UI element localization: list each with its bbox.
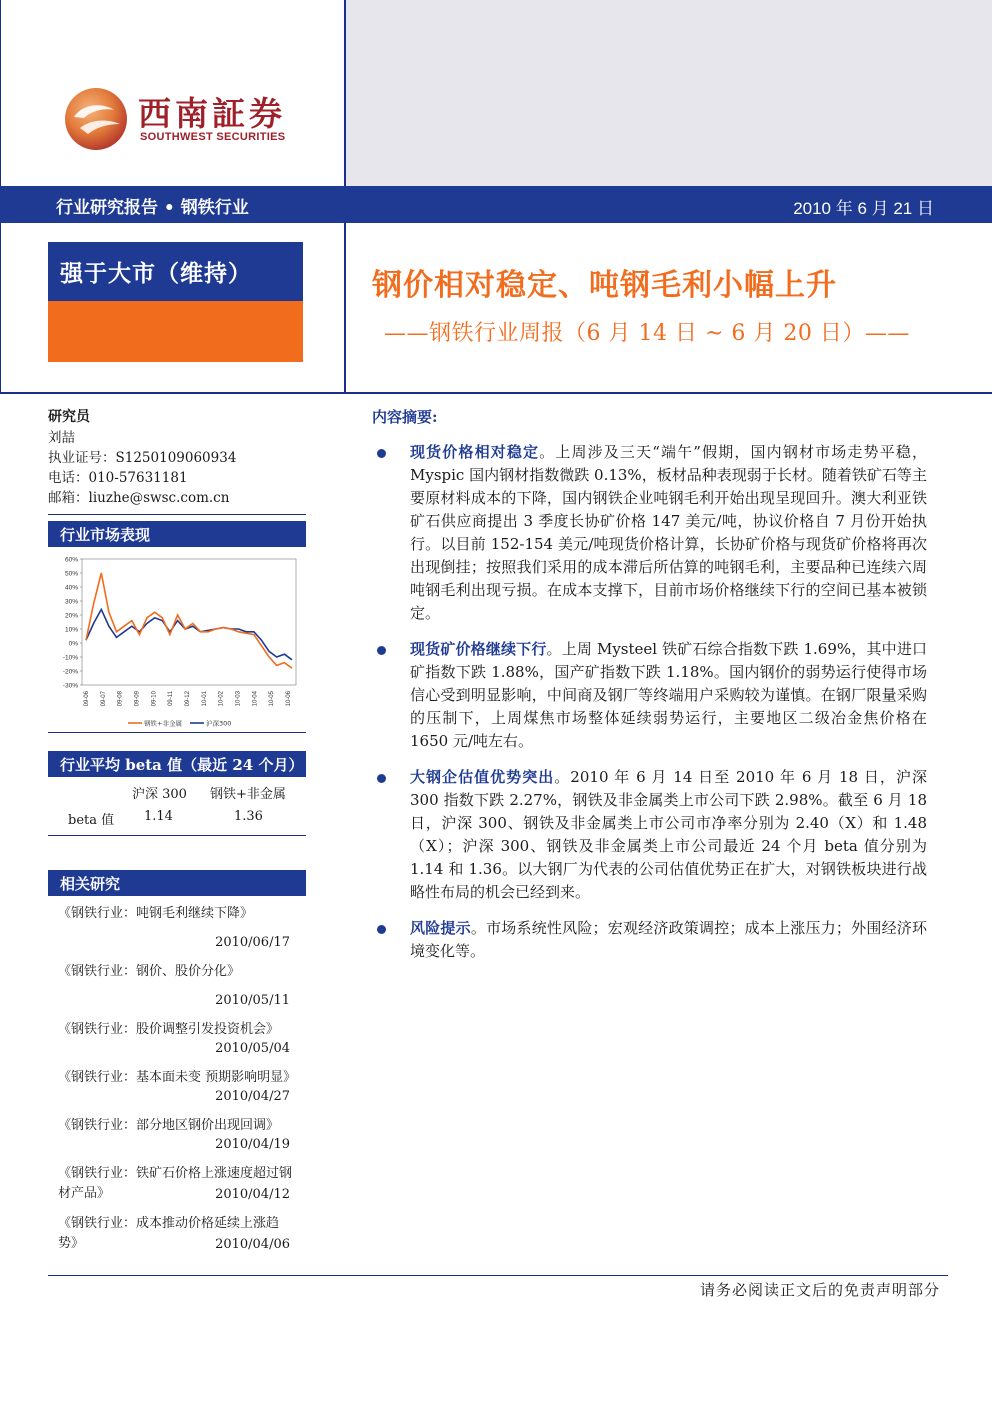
researcher-heading: 研究员 — [48, 409, 90, 425]
beta-value-row — [48, 803, 306, 829]
researcher-license: 执业证号：S1250109060934 — [48, 450, 237, 466]
legend-label: 钢铁+非金属 — [144, 719, 182, 728]
x-tick-label: 10-05 — [269, 691, 276, 707]
y-tick-label: 20% — [64, 612, 78, 620]
x-tick-label: 10-06 — [286, 691, 292, 707]
x-tick-label: 09-07 — [100, 691, 107, 707]
bullet-text: 。上周涉及三天“端午”假期，国内钢材市场走势平稳，Myspic 国内钢材指数微跌 0.13%，板材品种表现弱于长材。随着铁矿石等主要原材料成本的下降，国内钢铁企业吨钢毛利开始出现呈现回升。澳大利亚铁矿石供应商提出 3 季度长协矿价格 147 美元/吨，协议价格自 7 月份开始执行。以目前 152-154 美元/吨现货价格计算，长协矿价格与现货矿价格将再次出现倒挂；按照我们采用的成本滞后所估算的吨钢毛利，主要品种已连续六周吨钢毛利出现亏损。在成本支撑下，目前市场价格继续下行的空间已基本被锁定。 — [410, 443, 927, 622]
related-item[interactable] — [58, 1164, 298, 1204]
bullet-lead: 风险提示 — [410, 919, 471, 937]
x-tick-label: 09-06 — [84, 691, 90, 707]
x-tick-label: 09-09 — [134, 691, 141, 707]
bullet-lead: 大钢企估值优势突出 — [410, 768, 555, 786]
beta-value-steel: 1.36 — [234, 809, 263, 824]
abstract-bullet — [372, 917, 927, 963]
y-tick-label: 40% — [64, 584, 78, 592]
related-item-title: 《钢铁行业：钢价、股价分化》 — [58, 964, 241, 979]
x-tick-label: 09-08 — [117, 691, 124, 707]
related-research-list — [48, 896, 306, 1254]
x-tick-label: 09-10 — [151, 691, 158, 707]
logo-emblem-icon — [62, 84, 132, 154]
bullet-lead: 现货价格相对稳定 — [410, 443, 540, 461]
x-tick-label: 10-04 — [252, 691, 259, 707]
related-item-title: 《钢铁行业：成本推动价格延续上涨趋势》 — [58, 1216, 280, 1251]
related-item[interactable] — [58, 904, 298, 952]
beta-col-hs300: 沪深 300 — [132, 787, 187, 802]
related-item-date: 2010/04/19 — [215, 1137, 290, 1152]
market-chart — [48, 547, 306, 733]
researcher-name: 刘喆 — [48, 430, 75, 446]
bullet-text: 。2010 年 6 月 14 日至 2010 年 6 月 18 日，沪深 300 指数下跌 2.27%，钢铁及非金属类上市公司下跌 2.98%。截至 6 月 18 日，沪深 300、钢铁及非金属类上市公司市净率分别为 2.40（X）和 1.48（X）；沪深 300、钢铁及非金属类上市公司最近 24 个月 beta 值分别为 1.14 和 1.36。以大钢厂为代表的公司估值优势正在扩大，对钢铁板块进行战略性布局的机会已经到来。 — [410, 768, 927, 901]
report-date: 2010 年 6 月 21 日 — [793, 199, 934, 218]
x-tick-label: 10-01 — [201, 691, 208, 707]
y-tick-label: -20% — [62, 668, 78, 676]
report-header-bar — [0, 186, 992, 223]
related-item-title: 《钢铁行业：基本面未变 预期影响明显》 — [58, 1070, 297, 1085]
related-item-date: 2010/04/06 — [215, 1237, 290, 1252]
researcher-email[interactable]: 邮箱：liuzhe@swsc.com.cn — [48, 490, 230, 506]
bullet-text: 。上周 Mysteel 铁矿石综合指数下跌 1.69%，其中进口矿指数下跌 1.88%，国产矿指数下跌 1.18%。国内钢价的弱势运行使得市场信心受到明显影响，中间商及钢厂等终端用户采购较为谨慎。在钢厂限量采购的压制下，上周煤焦市场整体延续弱势运行，主要地区二级冶金焦价格在 1650 元/吨左右。 — [410, 640, 927, 750]
plot-frame — [82, 559, 296, 685]
y-tick-label: 30% — [64, 598, 78, 606]
beta-value-hs300: 1.14 — [144, 809, 173, 824]
abstract-bullet — [372, 441, 927, 625]
related-item-title: 《钢铁行业：铁矿石价格上涨速度超过钢材产品》 — [58, 1166, 293, 1201]
bullet-dot-icon — [377, 774, 386, 783]
related-item-date: 2010/04/12 — [215, 1187, 290, 1202]
y-tick-label: 50% — [64, 570, 78, 578]
divider — [48, 514, 306, 515]
beta-heading: 行业平均 beta 值（最近 24 个月） — [48, 751, 306, 777]
related-item-title: 《钢铁行业：部分地区钢价出现回调》 — [58, 1118, 280, 1133]
footer-divider — [48, 1275, 948, 1276]
beta-header-row — [48, 777, 306, 803]
y-tick-label: 60% — [64, 556, 78, 564]
related-item[interactable] — [58, 1214, 298, 1254]
logo-english-text: SOUTHWEST SECURITIES — [140, 131, 286, 143]
logo-chinese-text: 西南証券 — [138, 94, 286, 133]
related-item-title: 《钢铁行业：吨钢毛利继续下降》 — [58, 906, 254, 921]
x-tick-label: 09-11 — [168, 691, 175, 706]
beta-table — [48, 777, 306, 836]
related-item-date: 2010/06/17 — [215, 935, 290, 950]
related-item[interactable] — [58, 962, 298, 1010]
bullet-dot-icon — [377, 925, 386, 934]
related-item-date: 2010/05/04 — [215, 1041, 290, 1056]
abstract-heading: 内容摘要: — [372, 408, 438, 426]
related-item-title: 《钢铁行业：股价调整引发投资机会》 — [58, 1022, 280, 1037]
related-item[interactable] — [58, 1020, 298, 1058]
series-line — [86, 573, 292, 668]
related-item[interactable] — [58, 1068, 298, 1106]
section-divider — [0, 392, 992, 394]
market-chart-svg — [48, 547, 306, 733]
abstract-bullet — [372, 766, 927, 904]
legend-label: 沪深300 — [206, 719, 232, 728]
series-line — [86, 609, 292, 659]
rating-accent-block — [48, 301, 303, 362]
x-tick-label: 10-03 — [235, 691, 242, 707]
page-subtitle: ——钢铁行业周报（6 月 14 日 ~ 6 月 20 日）—— — [384, 321, 910, 346]
company-logo — [62, 84, 302, 154]
y-tick-label: -30% — [62, 682, 78, 690]
rating-box — [48, 242, 303, 362]
x-tick-label: 09-12 — [185, 691, 191, 707]
bullet-lead: 现货矿价格继续下行 — [410, 640, 547, 658]
related-item-date: 2010/04/27 — [215, 1089, 290, 1104]
y-tick-label: 10% — [64, 626, 78, 634]
main-content — [372, 406, 927, 976]
y-tick-label: -10% — [62, 654, 78, 662]
researcher-phone: 电话：010-57631181 — [48, 470, 188, 486]
x-tick-label: 10-02 — [218, 691, 225, 707]
disclaimer-notice[interactable]: 请务必阅读正文后的免责声明部分 — [699, 1281, 940, 1299]
beta-col-steel: 钢铁+非金属 — [210, 787, 286, 802]
bullet-text: 。市场系统性风险；宏观经济政策调控；成本上涨压力；外围经济环境变化等。 — [410, 919, 927, 960]
y-tick-label: 0% — [68, 640, 78, 648]
rating-label: 强于大市（维持） — [48, 242, 303, 301]
header-background — [345, 0, 992, 186]
related-item-date: 2010/05/11 — [215, 993, 290, 1008]
page-title: 钢价相对稳定、吨钢毛利小幅上升 — [372, 268, 837, 303]
bullet-dot-icon — [377, 449, 386, 458]
related-item[interactable] — [58, 1116, 298, 1154]
sidebar — [48, 406, 306, 1264]
related-research-heading: 相关研究 — [48, 870, 306, 896]
report-category: 行业研究报告 • 钢铁行业 — [56, 198, 249, 218]
market-performance-heading: 行业市场表现 — [48, 521, 306, 547]
bullet-dot-icon — [377, 646, 386, 655]
beta-row-label: beta 值 — [68, 813, 115, 828]
abstract-bullet — [372, 638, 927, 753]
